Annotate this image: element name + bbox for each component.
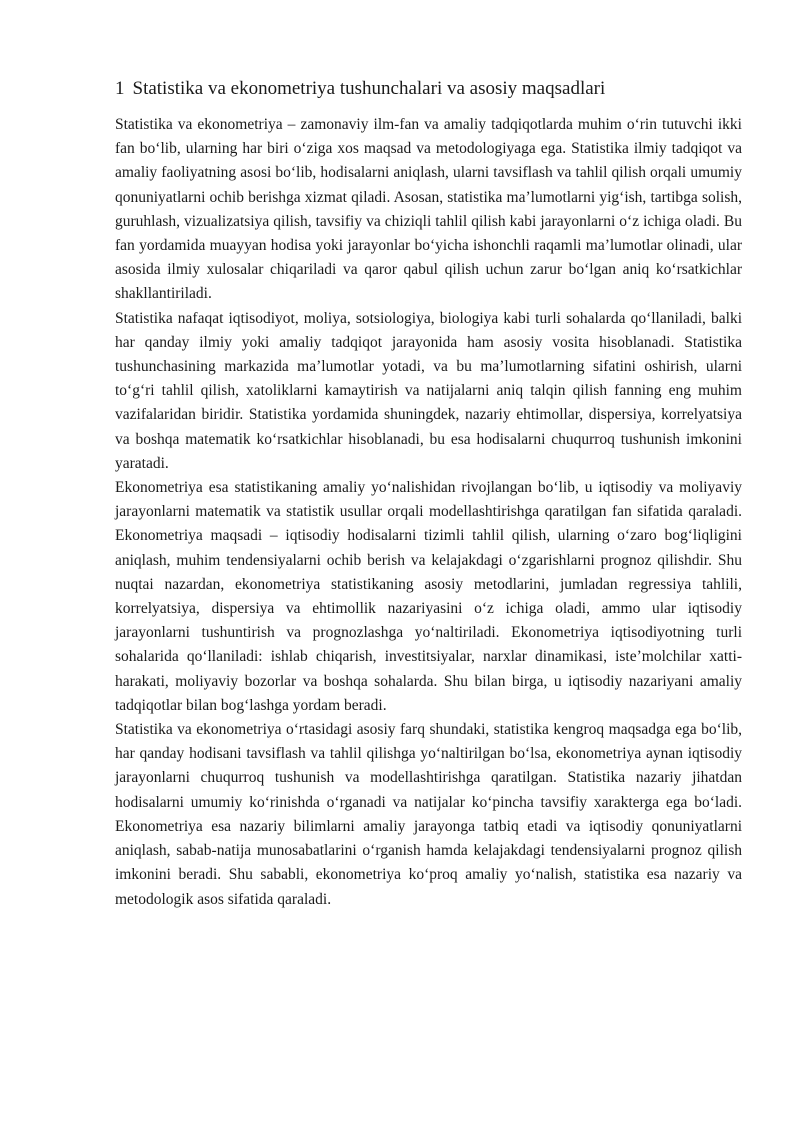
paragraph-1: Statistika va ekonometriya – zamonaviy ilm-fan va amaliy tadqiqotlarda muhim o‘rin tutuvchi ikki fan bo‘lib, ularning har biri o‘ziga xos maqsad va metodologiyaga ega. Statistika ilmiy tadqiqot va amaliy faoliyatning asosi bo‘lib, hodisalarni aniqlash, ularni tavsiflash va tahlil qilish orqali umumiy qonuniyatlarni ochib berishga xizmat qiladi. Asosan, statistika ma’lumotlarni yig‘ish, tartibga solish, guruhlash, vizualizatsiya qilish, tavsifiy va chiziqli tahlil qilish kabi jarayonlarni o‘z ichiga oladi. Bu fan yordamida muayyan hodisa yoki jarayonlar bo‘yicha ishonchli raqamli ma’lumotlar olinadi, ular asosida ilmiy xulosalar chiqariladi va qaror qabul qilish uchun zarur bo‘lgan aniq ko‘rsatkichlar shakllantiriladi. — [115, 116, 742, 303]
section-heading — [115, 77, 742, 101]
document-page — [115, 77, 742, 912]
paragraph-3: Ekonometriya esa statistikaning amaliy yo‘nalishidan rivojlangan bo‘lib, u iqtisodiy va moliyaviy jarayonlarni matematik va statistik usullar orqali modellashtirishga qaratilgan fan sifatida qaraladi. Ekonometriya maqsadi – iqtisodiy hodisalarni tizimli tahlil qilish, ularning o‘zaro bog‘liqligini aniqlash, muhim tendensiyalarni ochib berish va kelajakdagi o‘zgarishlarni prognoz qilishdir. Shu nuqtai nazardan, ekonometriya statistikaning asosiy metodlarini, jumladan regressiya tahlili, korrelyatsiya, dispersiya va ehtimollik nazariyasini o‘z ichiga oladi, ammo ular iqtisodiy jarayonlarni tushuntirish va prognozlashga yo‘naltiriladi. Ekonometriya iqtisodiyotning turli sohalarida qo‘llaniladi: ishlab chiqarish, investitsiyalar, narxlar dinamikasi, iste’molchilar xatti-harakati, moliyaviy bozorlar va boshqa sohalarda. Shu bilan birga, u iqtisodiy nazariyani amaliy tadqiqotlar bilan bog‘lashga yordam beradi. — [115, 479, 742, 714]
section-number: 1 — [115, 78, 125, 99]
section-title: Statistika va ekonometriya tushunchalari va asosiy maqsadlari — [132, 78, 606, 99]
paragraph-2: Statistika nafaqat iqtisodiyot, moliya, sotsiologiya, biologiya kabi turli sohalarda qo‘llaniladi, balki har qanday ilmiy yoki amaliy tadqiqot jarayonida ham asosiy vosita hisoblanadi. Statistika tushunchasining markazida ma’lumotlar yotadi, va bu ma’lumotlarning sifatini oshirish, ularni to‘g‘ri tahlil qilish, xatoliklarni kamaytirish va natijalarni aniq talqin qilish fanning eng muhim vazifalaridan biridir. Statistika yordamida shuningdek, nazariy ehtimollar, dispersiya, korrelyatsiya va boshqa matematik ko‘rsatkichlar hisoblanadi, bu esa hodisalarni chuqurroq tushunish imkonini yaratadi. — [115, 309, 742, 472]
paragraph-4: Statistika va ekonometriya o‘rtasidagi asosiy farq shundaki, statistika kengroq maqsadga ega bo‘lib, har qanday hodisani tavsiflash va tahlil qilishga yo‘naltirilgan bo‘lsa, ekonometriya aynan iqtisodiy jarayonlarni chuqurroq tushunish va modellashtirishga qaratilgan. Statistika nazariy jihatdan hodisalarni umumiy ko‘rinishda o‘rganadi va natijalar ko‘pincha tavsifiy xarakterga ega bo‘ladi. Ekonometriya esa nazariy bilimlarni amaliy jarayonga tatbiq etadi va iqtisodiy qonuniyatlarni aniqlash, sabab-natija munosabatlarini o‘rganish hamda kelajakdagi tendensiyalarni prognoz qilish imkonini beradi. Shu sababli, ekonometriya ko‘proq amaliy yo‘nalish, statistika esa nazariy va metodologik asos sifatida qaraladi. — [115, 721, 742, 908]
